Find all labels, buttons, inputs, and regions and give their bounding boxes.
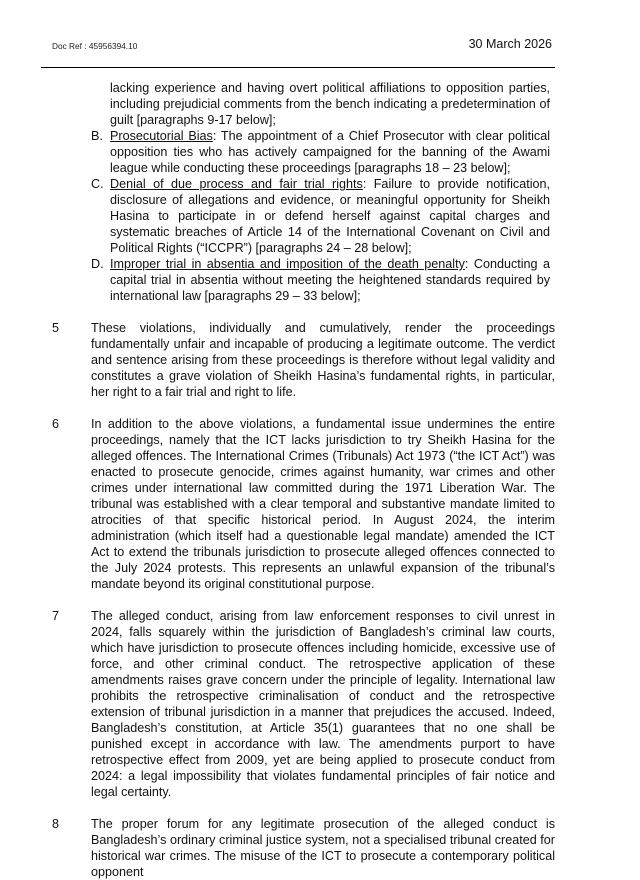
list-item-heading: Prosecutorial Bias — [110, 129, 213, 143]
paragraph-8 — [0, 816, 555, 880]
doc-reference: Doc Ref : 45956394.10 — [52, 41, 138, 51]
list-item-b — [0, 128, 550, 176]
paragraph-text: The alleged conduct, arising from law enforcement responses to civil unrest in 2024, falls squarely within the jurisdiction of Bangladesh’s criminal law courts, which have jurisdiction to prosecute offences including homicide, excessive use of force, and other criminal conduct. The retrospective application of these amendments raises grave concern under the principle of legality. International law prohibits the retrospective criminalisation of conduct and the retrospective extension of tribunal jurisdiction in a manner that prejudices the accused. Indeed, Bangladesh’s constitution, at Article 35(1) guarantees that no one shall be punished except in accordance with law. The amendments purport to have retrospective effect from 2009, yet are being applied to prosecute conduct from 2024: a legal impossibility that violates fundamental principles of fair notice and legal certainty. — [91, 609, 555, 799]
list-item-heading: Denial of due process and fair trial rights — [110, 177, 363, 191]
list-item-text: lacking experience and having overt political affiliations to opposition parties, including prejudicial comments from the bench indicating a predetermination of guilt [paragraphs 9-17 below]; — [110, 81, 550, 127]
paragraph-6 — [0, 416, 555, 592]
paragraph-number: 7 — [52, 609, 60, 623]
violations-list — [0, 80, 640, 304]
list-letter: C. — [91, 177, 104, 191]
paragraph-text: The proper forum for any legitimate prosecution of the alleged conduct is Bangladesh’s ordinary criminal justice system, not a specialised tribunal created for historical war crimes. The misuse of the ICT to prosecute a contemporary political opponent — [91, 817, 555, 879]
paragraph-number: 8 — [52, 817, 60, 831]
paragraph-7 — [0, 608, 555, 800]
list-letter: B. — [91, 129, 103, 143]
paragraph-text: These violations, individually and cumulatively, render the proceedings fundamentally unfair and incapable of producing a legitimate outcome. The verdict and sentence arising from these proceedings is therefore without legal validity and constitutes a grave violation of Sheikh Hasina’s fundamental rights, in particular, her right to a fair trial and right to life. — [91, 321, 555, 399]
document-date: 30 March 2026 — [468, 37, 552, 51]
heading-separator: : — [362, 177, 367, 191]
paragraph-number: 5 — [52, 321, 60, 335]
paragraph-text: In addition to the above violations, a fundamental issue undermines the entire proceedings, namely that the ICT lacks jurisdiction to try Sheikh Hasina for the alleged offences. The International Crimes (Tribunals) Act 1973 (“the ICT Act”) was enacted to prosecute genocide, crimes against humanity, war crimes and other crimes under international law committed during the 1971 Liberation War. The tribunal was established with a clear temporal and substantive mandate limited to atrocities of that specific historical period. In August 2024, the interim administration (which itself had a questionable legal mandate) amended the ICT Act to extend the tribunals jurisdiction to prosecute alleged offences connected to the July 2024 protests. This represents an unlawful expansion of the tribunal’s mandate beyond its original constitutional purpose. — [91, 417, 555, 591]
paragraph-5 — [0, 320, 555, 400]
list-item-d — [0, 256, 550, 304]
document-body — [0, 80, 640, 880]
page-header — [41, 0, 555, 68]
list-item-c — [0, 176, 550, 256]
list-item-a-continuation — [0, 80, 550, 128]
list-item-text: Failure to provide notification, disclosure of allegations and evidence, or meaningful opportunity for Sheikh Hasina to participate in or defend herself against capital charges and systematic breaches of Article 14 of the International Covenant on Civil and Political Rights (“ICCPR”) [paragraphs 24 – 28 below]; — [110, 177, 550, 255]
list-item-text: Conducting a capital trial in absentia without meeting the heightened standards required by international law [paragraphs 29 – 33 below]; — [110, 257, 551, 303]
list-item-heading: Improper trial in absentia and imposition of the death penalty — [110, 257, 465, 271]
list-item-text: The appointment of a Chief Prosecutor with clear political opposition ties who has actively campaigned for the banning of the Awami league while conducting these proceedings [paragraphs 18 – 23 below]; — [110, 129, 550, 175]
heading-separator: : — [464, 257, 469, 271]
list-letter: D. — [91, 257, 104, 271]
heading-separator: : — [212, 129, 217, 143]
paragraph-number: 6 — [52, 417, 60, 431]
